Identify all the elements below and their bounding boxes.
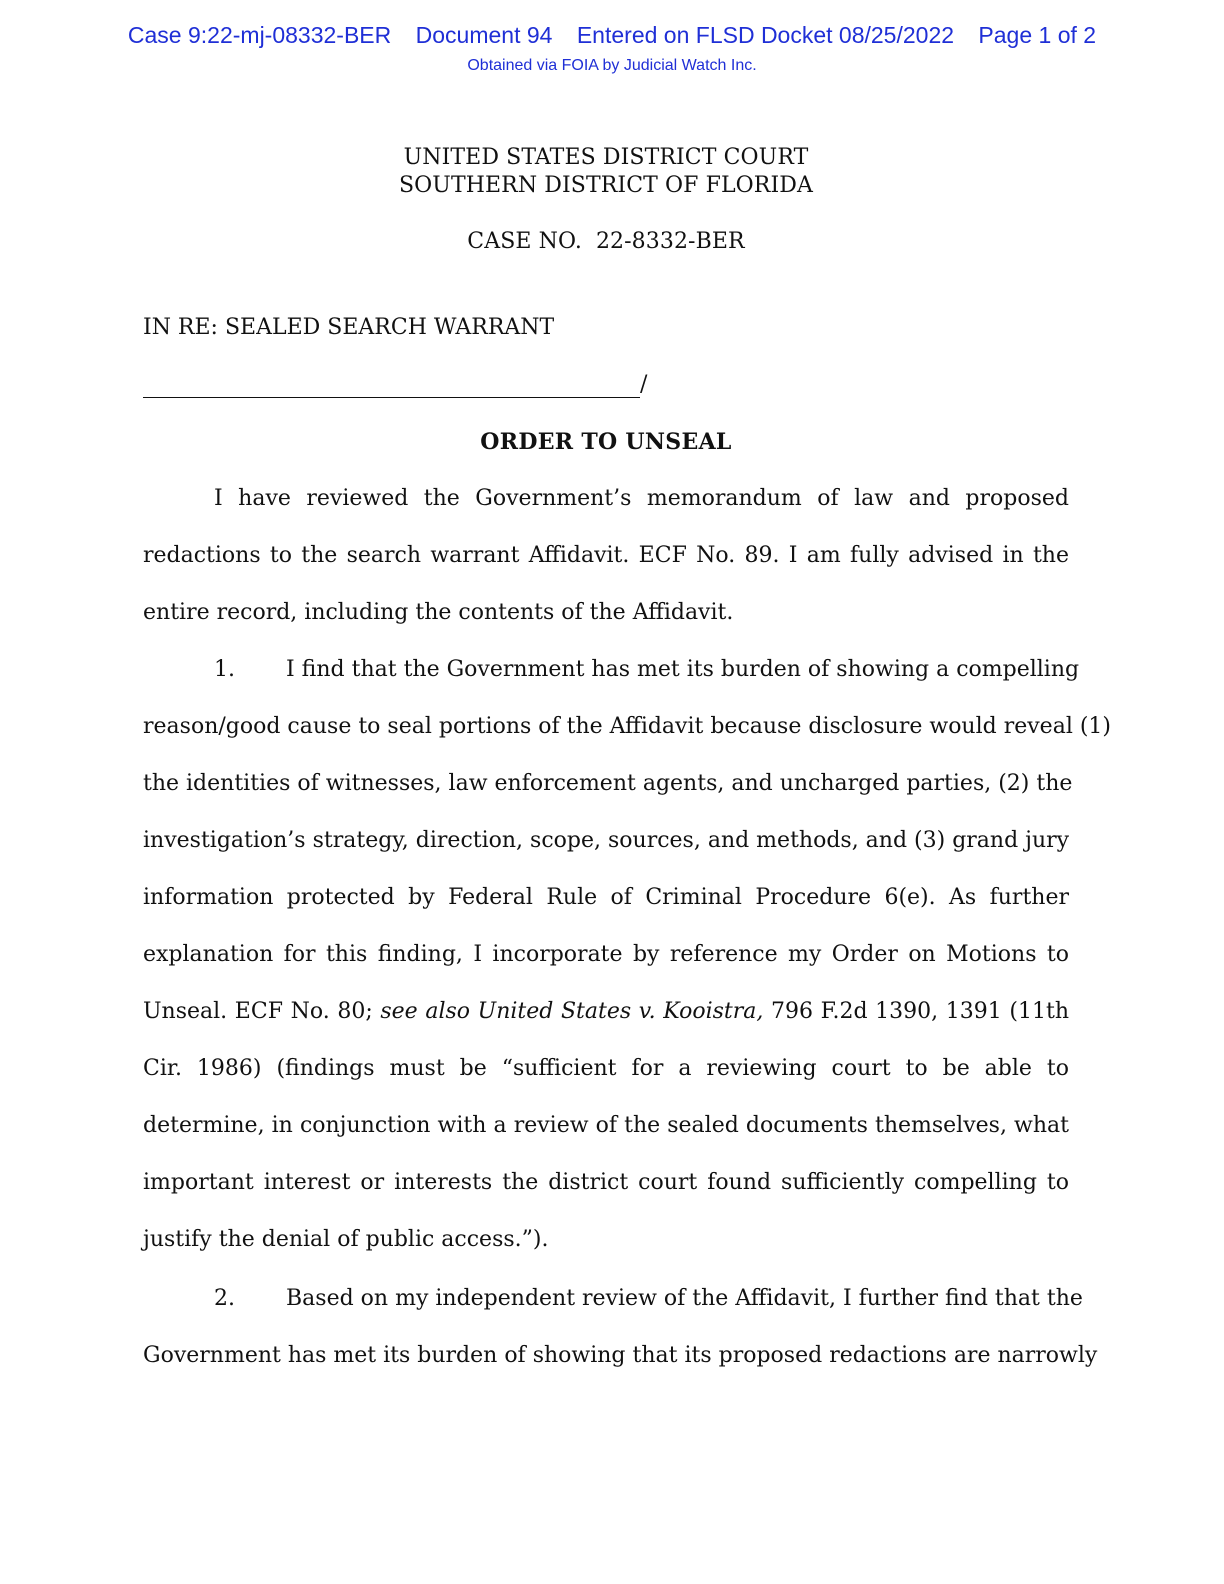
paragraph-1-first-line [214,657,1080,687]
foia-note: Obtained via FOIA by Judicial Watch Inc. [467,57,757,74]
paragraph-1-citation-line [143,999,1069,1029]
paragraph-1-line: reason/good cause to seal portions of the Affidavit because disclosure would reveal (1) [143,714,1112,739]
case-number-value: 22-8332-BER [595,229,745,254]
citation-text: Unseal. ECF No. 80; [143,999,381,1024]
intro-line: redactions to the search warrant Affidavit. ECF No. 89. I am fully advised in the [143,543,1069,568]
caption-slash: / [640,372,648,397]
paragraph-1-line: investigation’s strategy, direction, scope, sources, and methods, and (3) grand jury [143,828,1070,853]
citation-text: 796 F.2d 1390, 1391 (11th [763,999,1069,1024]
entered-stamp: Entered on FLSD Docket 08/25/2022 [576,22,955,48]
paragraph-2-first-line [214,1286,1083,1316]
paragraph-1-line: I find that the Government has met its burden of showing a compelling [286,657,1080,682]
case-number [0,229,1212,254]
paragraph-number: 1. [214,657,235,682]
paragraph-1-line: important interest or interests the district court found sufficiently compelling to [143,1170,1069,1195]
docket-stamp [0,22,1224,49]
paragraph-2-line: Based on my independent review of the Affidavit, I further find that the [286,1286,1083,1311]
court-name: UNITED STATES DISTRICT COURT [403,145,809,170]
paragraph-1-line: Cir. 1986) (findings must be “sufficient for a reviewing court to be able to [143,1056,1069,1081]
intro-line: entire record, including the contents of the Affidavit. [143,600,734,625]
paragraph-2-line: Government has met its burden of showing that its proposed redactions are narrowly [143,1343,1098,1368]
paragraph-1-line: determine, in conjunction with a review of the sealed documents themselves, what [143,1113,1069,1138]
case-citation-italic: see also United States v. Kooistra, [380,999,764,1024]
page-stamp: Page 1 of 2 [978,22,1097,48]
caption-signature-line [143,397,640,398]
paragraph-number: 2. [214,1286,235,1311]
case-caption: IN RE: SEALED SEARCH WARRANT [143,315,555,340]
order-title: ORDER TO UNSEAL [480,429,732,455]
case-stamp: Case 9:22-mj-08332-BER [127,22,392,48]
document-stamp: Document 94 [415,22,553,48]
case-number-label: CASE NO. [467,229,582,254]
intro-line: I have reviewed the Government’s memorandum of law and proposed [214,486,1069,511]
paragraph-1-line: the identities of witnesses, law enforcement agents, and uncharged parties, (2) the [143,771,1073,796]
paragraph-1-line: information protected by Federal Rule of Criminal Procedure 6(e). As further [143,885,1069,910]
court-district: SOUTHERN DISTRICT OF FLORIDA [399,173,813,198]
paragraph-1-line: justify the denial of public access.”). [143,1227,549,1252]
paragraph-1-line: explanation for this finding, I incorporate by reference my Order on Motions to [143,942,1069,967]
